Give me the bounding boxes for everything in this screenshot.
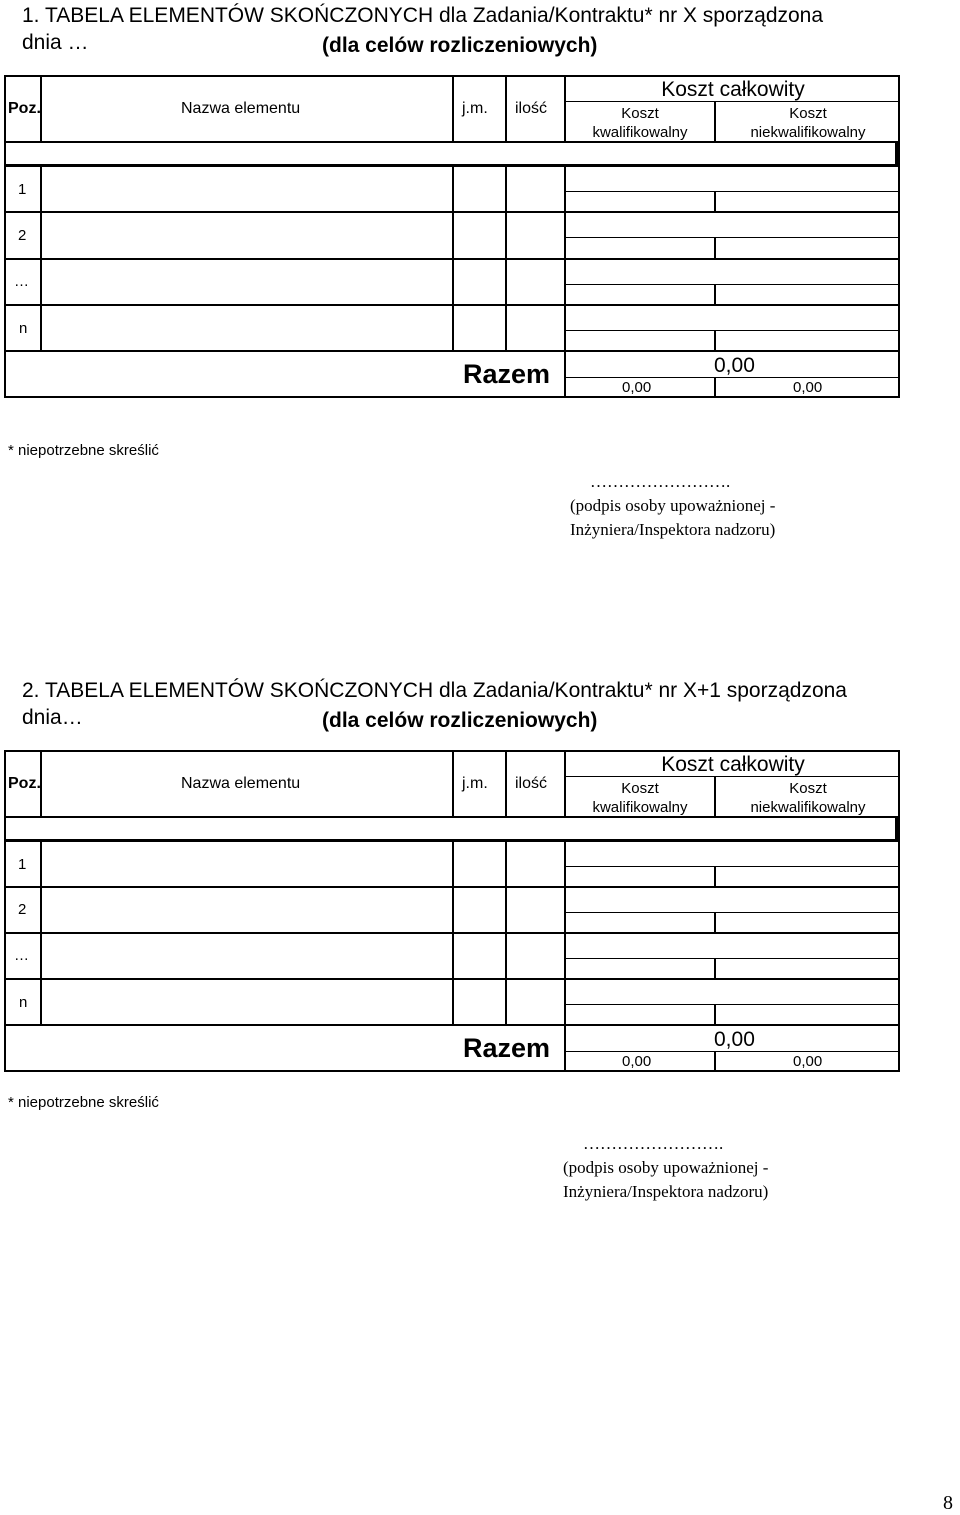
signature-caption-line1: (podpis osoby upoważnionej - (570, 496, 776, 515)
table-1-sum-qualified: 0,00 (622, 379, 652, 396)
table-2-footnote: * niepotrzebne skreślić (8, 1094, 159, 1111)
table-2-sum-total: 0,00 (714, 1028, 755, 1051)
table-1-header-poz: Poz. (8, 100, 41, 117)
table-1-subtitle: (dla celów rozliczeniowych) (322, 34, 598, 57)
table-2-row-label: … (14, 947, 29, 964)
signature-dots: ……………………. (583, 1134, 724, 1153)
table-2-header-poz: Poz. (8, 775, 41, 792)
signature-dots: ……………………. (590, 472, 731, 491)
table-2-subtitle: (dla celów rozliczeniowych) (322, 709, 598, 732)
table-2-header-total-cost: Koszt całkowity (661, 753, 805, 776)
table-1-date-label: dnia … (22, 31, 89, 54)
table-2-sum-label: Razem (463, 1033, 551, 1063)
table-1-header-qualified: Koszt kwalifikowalny (592, 105, 688, 141)
table-1-row-label: n (19, 320, 28, 337)
table-2-sum-qualified: 0,00 (622, 1053, 652, 1070)
table-1-signature-block (570, 470, 775, 542)
table-1-row-label: 2 (18, 227, 27, 244)
table-2-header-qty: ilość (515, 775, 548, 792)
signature-caption-line1: (podpis osoby upoważnionej - (563, 1158, 769, 1177)
table-1-header-qty: ilość (515, 100, 548, 117)
table-2-signature-block (563, 1132, 768, 1204)
table-1-header-total-cost: Koszt całkowity (661, 78, 805, 101)
signature-caption-line2: Inżyniera/Inspektora nadzoru) (570, 520, 776, 539)
table-2-date-label: dnia… (22, 706, 83, 729)
table-1-row-label: … (14, 273, 29, 290)
table-1-sum-total: 0,00 (714, 354, 755, 377)
table-2-header-unit: j.m. (462, 775, 488, 792)
table-1-footnote: * niepotrzebne skreślić (8, 442, 159, 459)
page-number: 8 (943, 1492, 953, 1514)
table-1-sum-label: Razem (463, 359, 551, 389)
signature-caption-line2: Inżyniera/Inspektora nadzoru) (563, 1182, 769, 1201)
table-1-sum-nonqualified: 0,00 (793, 379, 823, 396)
table-2-title: 2. TABELA ELEMENTÓW SKOŃCZONYCH dla Zadania/Kontraktu* nr X+1 sporządzona (22, 679, 847, 702)
table-1-title: 1. TABELA ELEMENTÓW SKOŃCZONYCH dla Zadania/Kontraktu* nr X sporządzona (22, 4, 824, 27)
table-1-header-unit: j.m. (462, 100, 488, 117)
table-2-row-label: 1 (18, 856, 27, 873)
table-1-header-nonqualified: Koszt niekwalifikowalny (750, 105, 866, 141)
table-1-header-name: Nazwa elementu (181, 100, 301, 117)
table-2-header-nonqualified: Koszt niekwalifikowalny (750, 780, 866, 816)
table-2-sum-nonqualified: 0,00 (793, 1053, 823, 1070)
table-2-row-label: n (19, 994, 28, 1011)
table-1-row-label: 1 (18, 181, 27, 198)
table-2-row-label: 2 (18, 901, 27, 918)
table-2-header-name: Nazwa elementu (181, 775, 301, 792)
table-2-header-qualified: Koszt kwalifikowalny (592, 780, 688, 816)
